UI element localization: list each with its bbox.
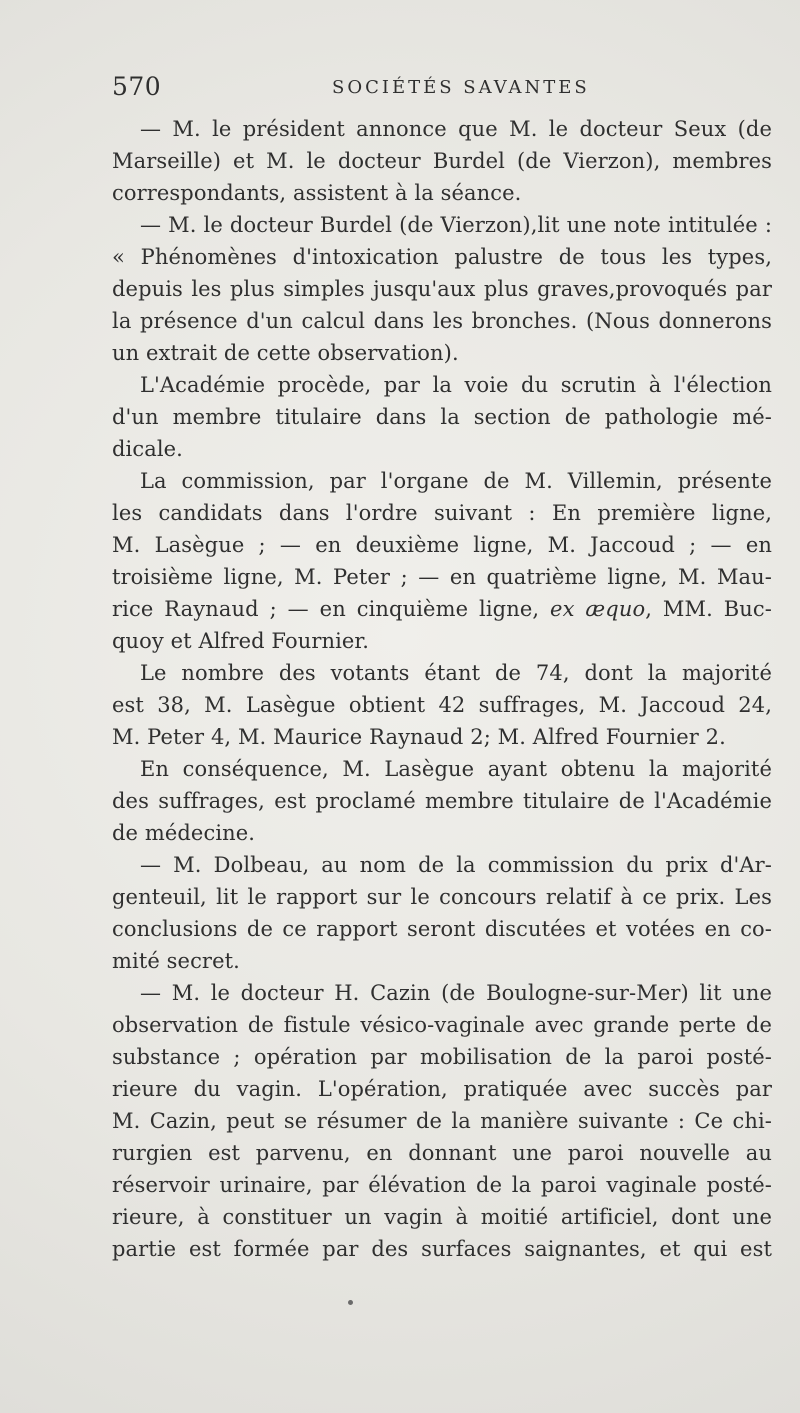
text-line: rieure, à constituer un vagin à moitié artificiel, dont une — [112, 1205, 772, 1229]
text-line: un extrait de cette observation). — [112, 341, 459, 365]
text-line: réservoir urinaire, par élévation de la paroi vaginale posté- — [112, 1173, 772, 1197]
text-line: « Phénomènes d'intoxication palustre de tous les types, — [112, 245, 772, 269]
text-line: dicale. — [112, 437, 183, 461]
text-line: de médecine. — [112, 821, 256, 845]
text-line: genteuil, lit le rapport sur le concours relatif à ce prix. Les — [112, 885, 772, 909]
text-line: — M. le président annonce que M. le docteur Seux (de — [140, 117, 772, 141]
text-line: troisième ligne, M. Peter ; — en quatrième ligne, M. Mau- — [112, 565, 772, 589]
text-line: En conséquence, M. Lasègue ayant obtenu la majorité — [140, 757, 772, 781]
text-line: est 38, M. Lasègue obtient 42 suffrages, M. Jaccoud 24, — [112, 693, 772, 717]
text-line: — M. le docteur H. Cazin (de Boulogne-sur-Mer) lit une — [140, 981, 772, 1005]
text-line: — M. Dolbeau, au nom de la commission du prix d'Ar- — [140, 853, 772, 877]
text-segment: rice Raynaud ; — en cinquième ligne, — [112, 597, 551, 621]
text-line: M. Cazin, peut se résumer de la manière suivante : Ce chi- — [112, 1109, 772, 1133]
text-line: M. Peter 4, M. Maurice Raynaud 2; M. Alfred Fournier 2. — [112, 725, 726, 749]
text-line: M. Lasègue ; — en deuxième ligne, M. Jaccoud ; — en — [112, 533, 772, 557]
text-line: — M. le docteur Burdel (de Vierzon),lit une note intitulée : — [140, 213, 772, 237]
text-line — [112, 593, 772, 625]
text-line: Marseille) et M. le docteur Burdel (de Vierzon), membres — [112, 149, 772, 173]
text-line: observation de fistule vésico-vaginale avec grande perte de — [112, 1013, 772, 1037]
text-line: d'un membre titulaire dans la section de pathologie mé- — [112, 405, 772, 429]
text-line: mité secret. — [112, 949, 240, 973]
text-line: substance ; opération par mobilisation de la paroi posté- — [112, 1045, 772, 1069]
text-line: la présence d'un calcul dans les bronches. (Nous donnerons — [112, 309, 772, 333]
running-head — [112, 72, 767, 106]
text-line: Le nombre des votants étant de 74, dont la majorité — [140, 661, 772, 685]
text-line: rurgien est parvenu, en donnant une paroi nouvelle au — [112, 1141, 772, 1165]
text-line: rieure du vagin. L'opération, pratiquée avec succès par — [112, 1077, 772, 1101]
text-line: les candidats dans l'ordre suivant : En première ligne, — [112, 501, 772, 525]
text-line: quoy et Alfred Fournier. — [112, 629, 370, 653]
running-title: SOCIÉTÉS SAVANTES — [332, 77, 590, 98]
text-line: correspondants, assistent à la séance. — [112, 181, 522, 205]
text-line: conclusions de ce rapport seront discutées et votées en co- — [112, 917, 772, 941]
text-line: La commission, par l'organe de M. Villemin, présente — [140, 469, 772, 493]
text-line: des suffrages, est proclamé membre titulaire de l'Académie — [112, 789, 772, 813]
text-line: partie est formée par des surfaces saignantes, et qui est — [112, 1237, 772, 1261]
text-line: depuis les plus simples jusqu'aux plus graves,provoqués par — [112, 277, 772, 301]
print-speck — [348, 1300, 353, 1305]
italic-phrase: ex æquo — [550, 597, 646, 621]
body-text — [112, 113, 772, 1265]
text-line: L'Académie procède, par la voie du scrutin à l'élection — [140, 373, 772, 397]
page-number: 570 — [112, 72, 162, 101]
text-segment: , MM. Buc- — [645, 597, 772, 621]
